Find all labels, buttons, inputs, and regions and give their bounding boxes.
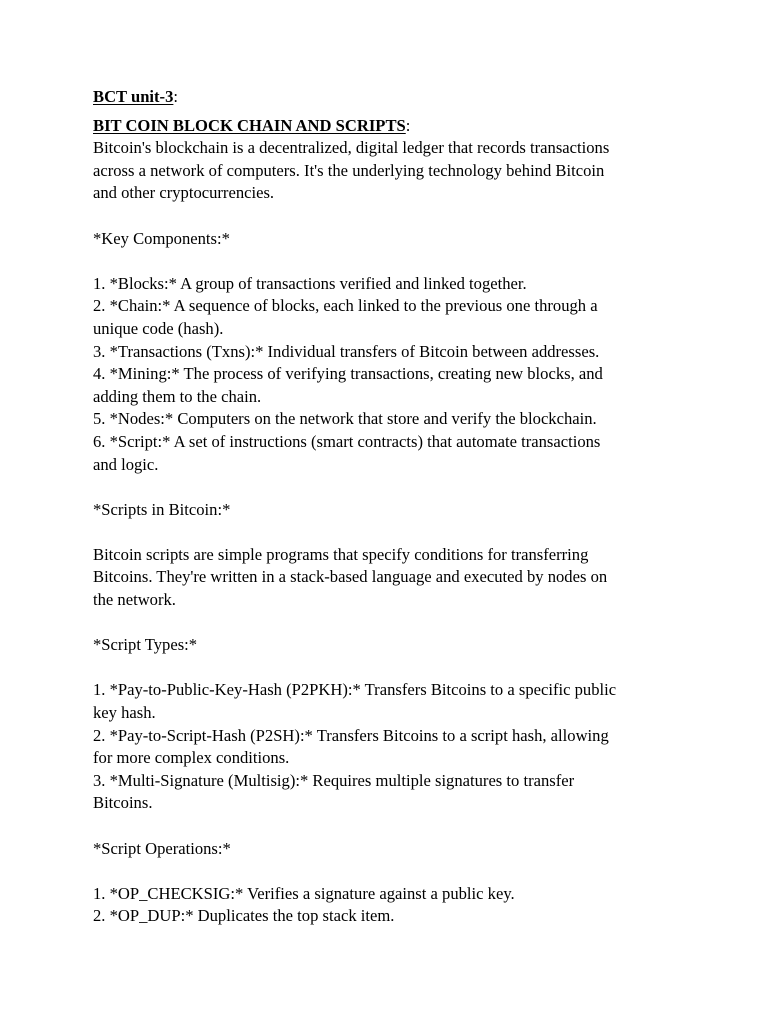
key-component-line: 5. *Nodes:* Computers on the network that store and verify the blockchain. (93, 409, 597, 429)
intro-line: across a network of computers. It's the underlying technology behind Bitcoin (93, 160, 605, 180)
blank-line (93, 612, 678, 635)
script-operation-line: 1. *OP_CHECKSIG:* Verifies a signature against a public key. (93, 883, 515, 903)
script-type-line: key hash. (93, 703, 156, 723)
blank-line (93, 250, 678, 273)
blank-line (93, 521, 678, 544)
blank-line (93, 205, 678, 228)
key-component-line: 4. *Mining:* The process of verifying transactions, creating new blocks, and (93, 364, 603, 384)
key-component-line: 2. *Chain:* A sequence of blocks, each linked to the previous one through a (93, 296, 598, 316)
script-operations-heading: *Script Operations:* (93, 838, 231, 858)
script-operation-line: 2. *OP_DUP:* Duplicates the top stack item. (93, 906, 395, 926)
script-type-line: 3. *Multi-Signature (Multisig):* Requires multiple signatures to transfer (93, 770, 575, 790)
key-component-line: 1. *Blocks:* A group of transactions verified and linked together. (93, 273, 527, 293)
blank-line (93, 476, 678, 499)
key-component-line: 6. *Script:* A set of instructions (smart contracts) that automate transactions (93, 431, 601, 451)
script-type-line: 2. *Pay-to-Script-Hash (P2SH):* Transfers Bitcoins to a script hash, allowing (93, 725, 609, 745)
key-component-line: and logic. (93, 454, 159, 474)
scripts-heading: *Scripts in Bitcoin:* (93, 499, 231, 519)
document-body (93, 86, 678, 928)
document-title (93, 86, 678, 109)
script-type-line: Bitcoins. (93, 793, 153, 813)
script-types-heading: *Script Types:* (93, 635, 198, 655)
script-type-line: for more complex conditions. (93, 748, 290, 768)
title-text: BCT unit-3 (93, 87, 174, 106)
scripts-line: Bitcoin scripts are simple programs that specify conditions for transferring (93, 544, 589, 564)
script-type-line: 1. *Pay-to-Public-Key-Hash (P2PKH):* Transfers Bitcoins to a specific public (93, 680, 617, 700)
intro-line: Bitcoin's blockchain is a decentralized, digital ledger that records transactions (93, 138, 610, 158)
section-heading-suffix: : (405, 115, 411, 135)
key-components-heading: *Key Components:* (93, 228, 230, 248)
title-suffix: : (173, 87, 179, 106)
key-component-line: 3. *Transactions (Txns):* Individual transfers of Bitcoin between addresses. (93, 341, 600, 361)
key-component-line: adding them to the chain. (93, 386, 262, 406)
blank-line (93, 815, 678, 838)
blank-line (93, 657, 678, 680)
scripts-line: Bitcoins. They're written in a stack-based language and executed by nodes on (93, 567, 608, 587)
key-component-line: unique code (hash). (93, 318, 224, 338)
intro-line: and other cryptocurrencies. (93, 183, 275, 203)
blank-line (93, 860, 678, 883)
section-heading (93, 115, 678, 138)
scripts-line: the network. (93, 590, 176, 610)
section-heading-text: BIT COIN BLOCK CHAIN AND SCRIPTS (93, 115, 406, 135)
